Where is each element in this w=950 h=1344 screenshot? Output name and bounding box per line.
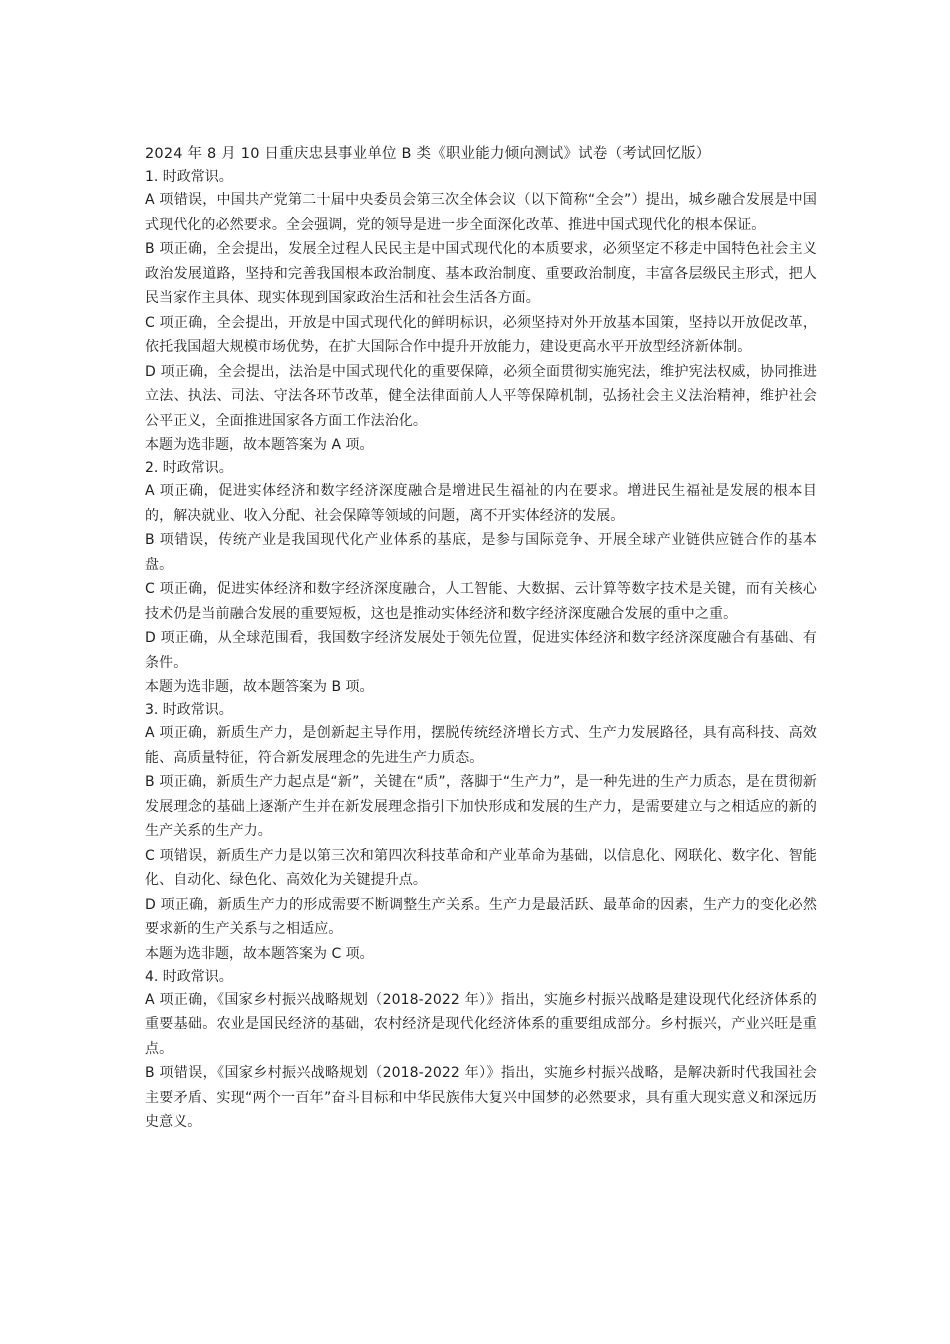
answer-line: 本题为选非题，故本题答案为 B 项。 [145, 679, 374, 695]
option-b: B 项错误，《国家乡村振兴战略规划（2018-2022 年）》指出，实施乡村振兴战略，是解决新时代我国社会主要矛盾、实现“两个一百年”奋斗目标和中华民族伟大复兴中国梦的必然要求，具有重大现实意义和深远历史意义。 [145, 1065, 817, 1130]
option-c: C 项错误，新质生产力是以第三次和第四次科技革命和产业革命为基础，以信息化、网联化、数字化、智能化、自动化、绿色化、高效化为关键提升点。 [145, 847, 817, 888]
option-a: A 项正确，《国家乡村振兴战略规划（2018-2022 年）》指出，实施乡村振兴战略是建设现代化经济体系的重要基础。农业是国民经济的基础，农村经济是现代化经济体系的重要组成部分。乡村振兴，产业兴旺是重点。 [145, 991, 817, 1057]
option-d: D 项正确，从全球范围看，我国数字经济发展处于领先位置，促进实体经济和数字经济深度融合有基础、有条件。 [145, 630, 817, 671]
answer-line: 本题为选非题，故本题答案为 C 项。 [145, 945, 374, 962]
question-heading: 4. 时政常识。 [145, 968, 233, 985]
option-b: B 项错误，传统产业是我国现代化产业体系的基底，是参与国际竞争、开展全球产业链供应链合作的基本盘。 [145, 532, 817, 573]
question-heading: 2. 时政常识。 [145, 460, 233, 476]
option-d: D 项正确，新质生产力的形成需要不断调整生产关系。生产力是最活跃、最革命的因素，生产力的变化必然要求新的生产关系与之相适应。 [145, 896, 817, 937]
document-title: 2024 年 8 月 10 日重庆忠县事业单位 B 类《职业能力倾向测试》试卷（考试回忆版） [145, 146, 711, 162]
question-3 [145, 699, 817, 966]
option-a: A 项错误，中国共产党第二十届中央委员会第三次全体会议（以下简称“全会”）提出，城乡融合发展是中国式现代化的必然要求。全会强调，党的领导是进一步全面深化改革、推进中国式现代化的根本保证。 [145, 192, 817, 233]
option-a: A 项正确，新质生产力，是创新起主导作用，摆脱传统经济增长方式、生产力发展路径，具有高科技、高效能、高质量特征，符合新发展理念的先进生产力质态。 [145, 725, 817, 766]
question-2 [145, 457, 817, 699]
question-1 [145, 166, 817, 457]
question-heading: 3. 时政常识。 [145, 702, 233, 718]
question-heading: 1. 时政常识。 [145, 169, 233, 185]
option-c: C 项正确，促进实体经济和数字经济深度融合，人工智能、大数据、云计算等数字技术是关键，而有关核心技术仍是当前融合发展的重要短板，这也是推动实体经济和数字经济深度融合发展的重中之重。 [145, 581, 817, 622]
document-page [145, 142, 817, 1135]
answer-line: 本题为选非题，故本题答案为 A 项。 [145, 437, 374, 453]
option-b: B 项正确，全会提出，发展全过程人民民主是中国式现代化的本质要求，必须坚定不移走中国特色社会主义政治发展道路，坚持和完善我国根本政治制度、基本政治制度、重要政治制度，丰富各层级民主形式，把人民当家作主具体、现实体现到国家政治生活和社会生活各方面。 [145, 241, 817, 306]
question-4 [145, 966, 817, 1135]
option-a: A 项正确，促进实体经济和数字经济深度融合是增进民生福祉的内在要求。增进民生福祉是发展的根本目的，解决就业、收入分配、社会保障等领域的问题，离不开实体经济的发展。 [145, 483, 817, 524]
option-d: D 项正确，全会提出，法治是中国式现代化的重要保障，必须全面贯彻实施宪法，维护宪法权威，协同推进立法、执法、司法、守法各环节改革，健全法律面前人人平等保障机制，弘扬社会主义法治精神，维护社会公平正义，全面推进国家各方面工作法治化。 [145, 363, 817, 429]
option-c: C 项正确，全会提出，开放是中国式现代化的鲜明标识，必须坚持对外开放基本国策，坚持以开放促改革，依托我国超大规模市场优势，在扩大国际合作中提升开放能力，建设更高水平开放型经济新体制。 [145, 314, 817, 355]
option-b: B 项正确，新质生产力起点是“新”，关键在“质”，落脚于“生产力”，是一种先进的生产力质态，是在贯彻新发展理念的基础上逐渐产生并在新发展理念指引下加快形成和发展的生产力，是需要建立与之相适应的新的生产关系的生产力。 [145, 774, 817, 839]
